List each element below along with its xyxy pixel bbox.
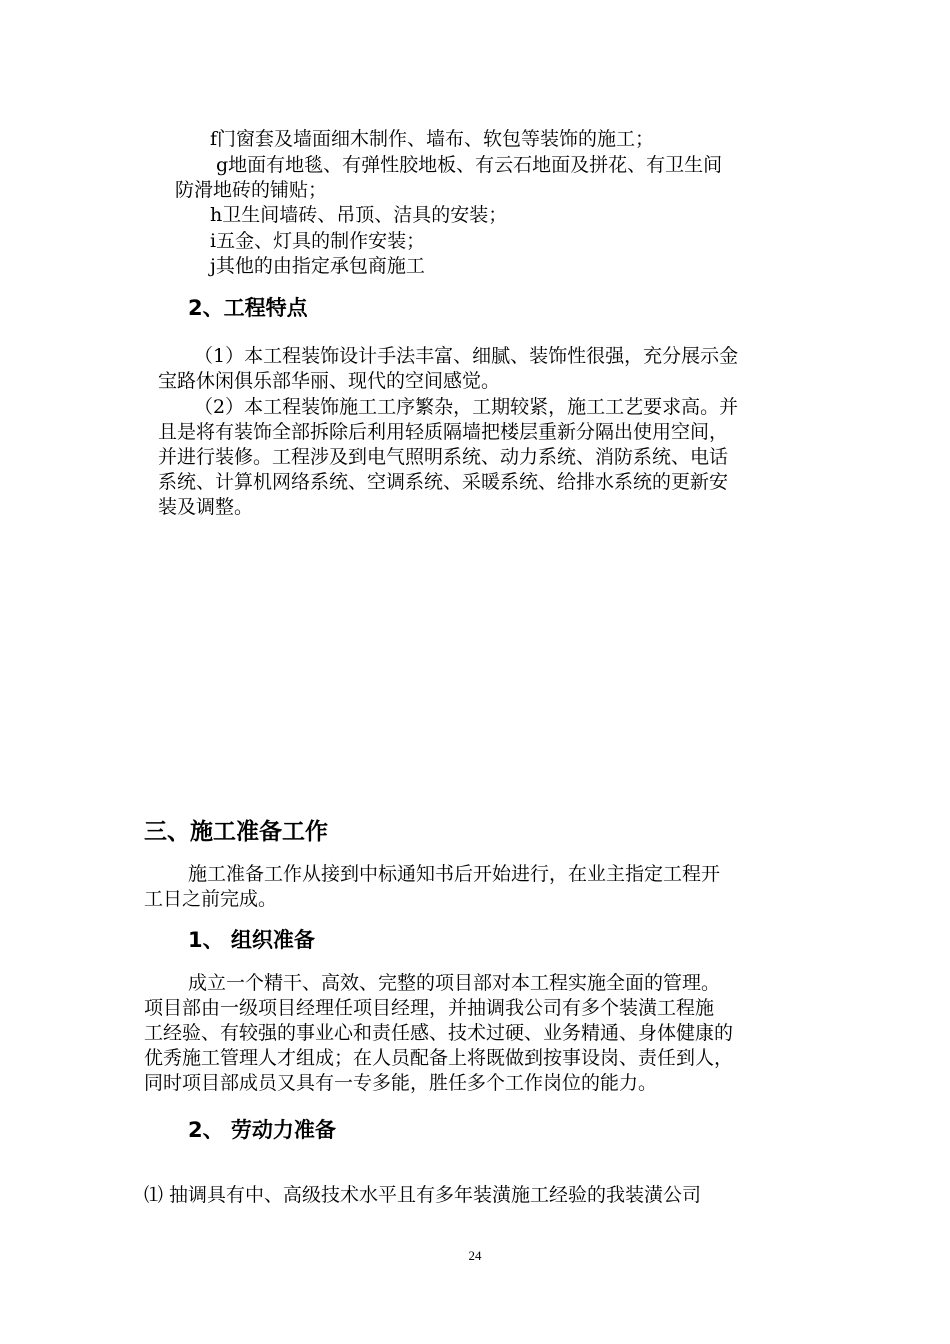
paragraph-line: 成立一个精干、高效、完整的项目部对本工程实施全面的管理。: [188, 972, 721, 994]
section-heading-organization-prep: 1、 组织准备: [188, 928, 315, 952]
paragraph-line: 宝路休闲俱乐部华丽、现代的空间感觉。: [158, 370, 501, 392]
scope-item-j: j其他的由指定承包商施工: [210, 255, 425, 277]
page-number: 24: [468, 1248, 482, 1263]
paragraph-line: 优秀施工管理人才组成；在人员配备上将既做到按事设岗、责任到人，: [144, 1047, 734, 1069]
paragraph-line: 并进行装修。工程涉及到电气照明系统、动力系统、消防系统、电话: [158, 446, 729, 468]
paragraph-line: 工经验、有较强的事业心和责任感、技术过硬、业务精通、身体健康的: [144, 1022, 734, 1044]
paragraph-line: 系统、计算机网络系统、空调系统、采暖系统、给排水系统的更新安: [158, 471, 729, 493]
paragraph-line: （1）本工程装饰设计手法丰富、细腻、装饰性很强，充分展示金: [194, 345, 739, 367]
paragraph-line: 工日之前完成。: [144, 888, 278, 910]
scope-item-g: g地面有地毯、有弹性胶地板、有云石地面及拼花、有卫生间: [216, 154, 723, 176]
paragraph-line: 且是将有装饰全部拆除后利用轻质隔墙把楼层重新分隔出使用空间，: [158, 421, 729, 443]
chapter-heading-construction-preparation: 三、施工准备工作: [144, 819, 328, 845]
section-heading-project-features: 2、工程特点: [188, 296, 308, 320]
scope-item-i: i五金、灯具的制作安装；: [210, 230, 426, 252]
scope-item-h: h卫生间墙砖、吊顶、洁具的安装；: [210, 204, 508, 226]
section-heading-labor-prep: 2、 劳动力准备: [188, 1118, 336, 1142]
paragraph-line: 同时项目部成员又具有一专多能，胜任多个工作岗位的能力。: [144, 1072, 658, 1094]
list-item: ⑴ 抽调具有中、高级技术水平且有多年装潢施工经验的我装潢公司: [144, 1184, 702, 1206]
scope-item-f: f门窗套及墙面细木制作、墙布、软包等装饰的施工；: [210, 128, 655, 150]
paragraph-line: （2）本工程装饰施工工序繁杂，工期较紧，施工工艺要求高。并: [194, 396, 739, 418]
scope-item-g-cont: 防滑地砖的铺贴；: [175, 179, 328, 201]
paragraph-line: 装及调整。: [158, 496, 254, 518]
paragraph-line: 施工准备工作从接到中标通知书后开始进行，在业主指定工程开: [188, 863, 721, 885]
paragraph-line: 项目部由一级项目经理任项目经理，并抽调我公司有多个装潢工程施: [144, 997, 715, 1019]
